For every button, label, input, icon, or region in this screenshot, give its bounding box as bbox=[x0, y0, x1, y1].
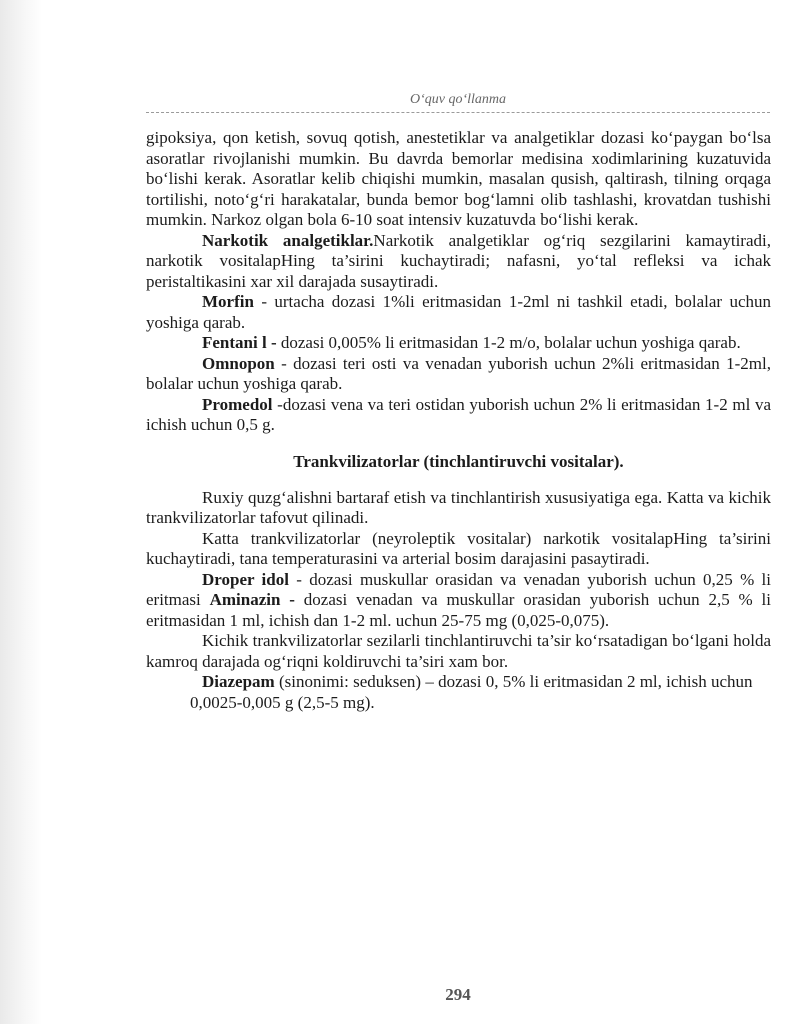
paragraph-omnopon bbox=[146, 354, 771, 395]
header-rule bbox=[146, 112, 770, 113]
term-promedol: Promedol bbox=[202, 394, 273, 414]
text-droperidol: - dozasi muskullar orasidan va venadan yuborish uchun 0,25 % li eritmasi bbox=[146, 569, 771, 609]
term-droperidol: Droper idol bbox=[202, 569, 289, 589]
page-body bbox=[146, 128, 771, 713]
paragraph-droperidol-aminazin bbox=[146, 570, 771, 632]
term-diazepam: Diazepam bbox=[202, 672, 275, 691]
paragraph-morfin bbox=[146, 292, 771, 333]
term-morfin: Morfin bbox=[202, 292, 254, 311]
paragraph-tranquilizers-intro: Ruxiy quzg‘alishni bartaraf etish va tinchlantirish xususiyatiga ega. Katta va kichik trankvilizatorlar tafovut qilinadi. bbox=[146, 487, 771, 527]
text-aminazin: dozasi venadan va muskullar orasidan yuborish uchun 2,5 % li eritmasidan 1 ml, ichish dan 1-2 ml. uchun 25-75 mg (0,025-0,075). bbox=[146, 590, 771, 630]
term-narcotic-analgesics: Narkotik analgetiklar. bbox=[202, 230, 374, 250]
paragraph-narcotic-analgesics bbox=[146, 231, 771, 293]
paragraph-promedol bbox=[146, 395, 771, 436]
text-narcotic-analgesics: Narkotik analgetiklar og‘riq sezgilarini kamaytiradi, narkotik vositalapHing ta’sirini kuchaytiradi; nafasni, yo‘tal refleksi va ichak peristaltikasini xar xil darajada susaytiradi. bbox=[146, 230, 771, 291]
term-omnopon: Omnopon bbox=[202, 353, 275, 373]
binding-shadow bbox=[0, 0, 42, 1024]
text-promedol: -dozasi vena va teri ostidan yuborish uchun 2% li eritmasidan 1-2 ml va ichish uchun 0,5 g. bbox=[146, 394, 771, 434]
page-number: 294 bbox=[445, 985, 471, 1004]
paragraph-diazepam bbox=[146, 672, 771, 693]
diazepam-dose-line: 0,0025-0,005 g (2,5-5 mg). bbox=[190, 692, 375, 712]
term-fentanil: Fentani l - bbox=[202, 333, 277, 352]
text-fentanil: dozasi 0,005% li eritmasidan 1-2 m/o, bolalar uchun yoshiga qarab. bbox=[276, 333, 741, 352]
text-omnopon: - dozasi teri osti va venadan yuborish uchun 2%li eritmasidan 1-2ml, bolalar uchun yoshiga qarab. bbox=[146, 353, 771, 393]
running-title: O‘quv qo‘llanma bbox=[409, 92, 507, 107]
paragraph-major-tranquilizers: Katta trankvilizatorlar (neyroleptik vositalar) narkotik vositalapHing ta’sirini kuchaytiradi, tana temperaturasini va arterial bosim darajasini pasaytiradi. bbox=[146, 528, 771, 568]
text-morfin: - urtacha dozasi 1%li eritmasidan 1-2ml ni tashkil etadi, bolalar uchun yoshiga qarab. bbox=[146, 292, 771, 332]
paragraph-minor-tranquilizers: Kichik trankvilizatorlar sezilarli tinchlantiruvchi ta’sir ko‘rsatadigan bo‘lgani holda kamroq darajada og‘riqni koldiruvchi ta’siri xam bor. bbox=[146, 631, 771, 671]
paragraph-fentanil bbox=[146, 333, 771, 354]
section-heading: Trankvilizatorlar (tinchlantiruvchi vositalar). bbox=[293, 451, 624, 471]
paragraph-complications: gipoksiya, qon ketish, sovuq qotish, anestetiklar va analgetiklar dozasi ko‘paygan bo‘lsa asoratlar rivojlanishi mumkin. Bu davrda bemorlar medisina xodimlarining kuzatuvida bo‘lishi kerak. Asoratlar kelib chiqishi mumkin, masalan qusish, qaltirash, tilning orqaga tortilishi, noto‘g‘ri harakatalar, bunda bemor bog‘lamni olib tashlashi, krovatdan tushishi mumkin. Narkoz olgan bola 6-10 soat intensiv kuzatuvda bo‘lishi kerak. bbox=[146, 128, 771, 229]
text-diazepam: (sinonimi: seduksen) – dozasi 0, 5% li eritmasidan 2 ml, ichish uchun bbox=[274, 672, 753, 691]
term-aminazin: Aminazin - bbox=[209, 590, 295, 609]
